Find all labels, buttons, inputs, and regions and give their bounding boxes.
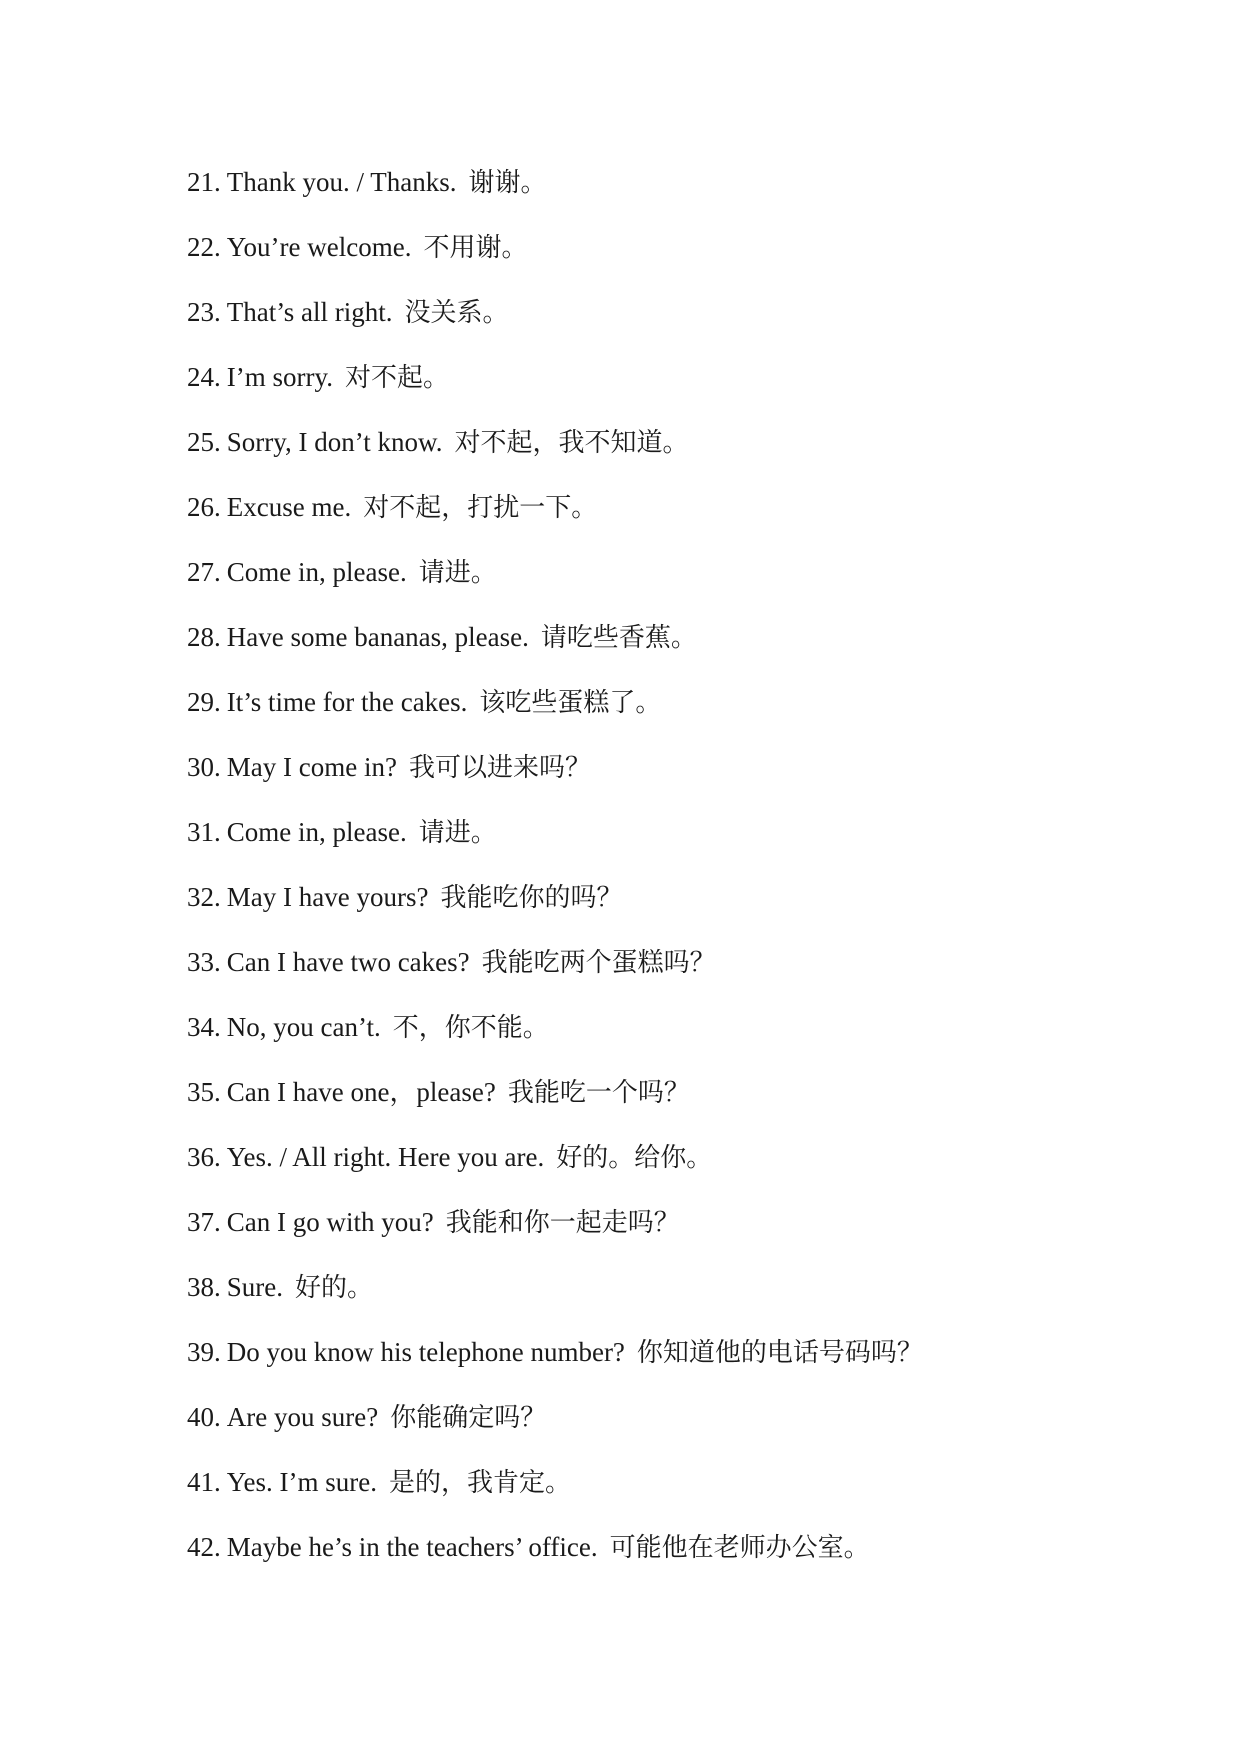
phrase-english: Can I have one，please?	[226, 1077, 496, 1107]
phrase-chinese: 没关系。	[404, 298, 509, 328]
phrase-number: 39.	[187, 1337, 221, 1367]
phrase-number: 31.	[187, 817, 221, 847]
phrase-english: You’re welcome.	[226, 232, 412, 262]
phrase-chinese: 谢谢。	[468, 168, 547, 198]
phrase-english: Can I have two cakes?	[226, 947, 470, 977]
phrase-english: Thank you. / Thanks.	[226, 167, 457, 197]
phrase-number: 40.	[187, 1402, 221, 1432]
phrase-list	[187, 158, 923, 1588]
phrase-line	[187, 743, 923, 808]
phrase-line	[187, 1003, 923, 1068]
phrase-english: No, you can’t.	[226, 1012, 381, 1042]
phrase-line	[187, 873, 923, 938]
phrase-number: 21.	[187, 167, 221, 197]
phrase-line	[187, 613, 923, 678]
phrase-english: Sorry, I don’t know.	[226, 427, 443, 457]
phrase-line	[187, 1393, 923, 1458]
phrase-number: 28.	[187, 622, 221, 652]
phrase-number: 34.	[187, 1012, 221, 1042]
phrase-line	[187, 808, 923, 873]
phrase-line	[187, 418, 923, 483]
phrase-english: I’m sorry.	[226, 362, 333, 392]
phrase-line	[187, 483, 923, 548]
phrase-chinese: 是的，我肯定。	[389, 1468, 572, 1498]
phrase-line	[187, 678, 923, 743]
phrase-line	[187, 353, 923, 418]
phrase-english: Come in, please.	[226, 817, 407, 847]
phrase-line	[187, 223, 923, 288]
phrase-line	[187, 1068, 923, 1133]
phrase-line	[187, 1263, 923, 1328]
phrase-number: 29.	[187, 687, 221, 717]
phrase-number: 32.	[187, 882, 221, 912]
phrase-number: 36.	[187, 1142, 221, 1172]
phrase-number: 25.	[187, 427, 221, 457]
phrase-line	[187, 1523, 923, 1588]
phrase-number: 37.	[187, 1207, 221, 1237]
phrase-english: Are you sure?	[226, 1402, 379, 1432]
phrase-english: May I have yours?	[226, 882, 429, 912]
phrase-english: It’s time for the cakes.	[226, 687, 468, 717]
phrase-chinese: 你能确定吗？	[390, 1403, 547, 1433]
phrase-chinese: 请吃些香蕉。	[540, 623, 697, 653]
phrase-chinese: 不，你不能。	[392, 1013, 549, 1043]
phrase-chinese: 请进。	[418, 558, 497, 588]
phrase-english: Maybe he’s in the teachers’ office.	[226, 1532, 598, 1562]
phrase-line	[187, 1328, 923, 1393]
phrase-number: 22.	[187, 232, 221, 262]
phrase-chinese: 我能吃你的吗？	[440, 883, 623, 913]
phrase-chinese: 好的。给你。	[556, 1143, 713, 1173]
phrase-number: 42.	[187, 1532, 221, 1562]
phrase-number: 30.	[187, 752, 221, 782]
phrase-number: 24.	[187, 362, 221, 392]
phrase-line	[187, 938, 923, 1003]
phrase-english: Yes. / All right. Here you are.	[226, 1142, 545, 1172]
phrase-english: Have some bananas, please.	[226, 622, 529, 652]
phrase-line	[187, 548, 923, 613]
phrase-english: Yes. I’m sure.	[226, 1467, 378, 1497]
phrase-line	[187, 158, 923, 223]
phrase-english: May I come in?	[226, 752, 397, 782]
phrase-chinese: 对不起，我不知道。	[454, 428, 689, 458]
phrase-chinese: 我能吃一个吗？	[507, 1078, 690, 1108]
phrase-number: 38.	[187, 1272, 221, 1302]
phrase-chinese: 请进。	[418, 818, 497, 848]
phrase-chinese: 我能吃两个蛋糕吗？	[481, 948, 716, 978]
phrase-english: Come in, please.	[226, 557, 407, 587]
phrase-english: Do you know his telephone number?	[226, 1337, 625, 1367]
phrase-line	[187, 288, 923, 353]
phrase-english: Sure.	[226, 1272, 283, 1302]
phrase-english: That’s all right.	[226, 297, 393, 327]
phrase-number: 41.	[187, 1467, 221, 1497]
phrase-english: Can I go with you?	[226, 1207, 434, 1237]
phrase-line	[187, 1458, 923, 1523]
phrase-chinese: 我可以进来吗？	[408, 753, 591, 783]
phrase-chinese: 不用谢。	[423, 233, 528, 263]
phrase-chinese: 我能和你一起走吗？	[445, 1208, 680, 1238]
phrase-number: 33.	[187, 947, 221, 977]
phrase-chinese: 可能他在老师办公室。	[609, 1533, 870, 1563]
phrase-number: 35.	[187, 1077, 221, 1107]
phrase-number: 26.	[187, 492, 221, 522]
phrase-chinese: 对不起，打扰一下。	[363, 493, 598, 523]
phrase-chinese: 你知道他的电话号码吗？	[636, 1338, 923, 1368]
phrase-line	[187, 1198, 923, 1263]
phrase-number: 23.	[187, 297, 221, 327]
phrase-chinese: 对不起。	[344, 363, 449, 393]
phrase-chinese: 该吃些蛋糕了。	[479, 688, 662, 718]
phrase-chinese: 好的。	[295, 1273, 374, 1303]
phrase-number: 27.	[187, 557, 221, 587]
phrase-english: Excuse me.	[226, 492, 352, 522]
phrase-line	[187, 1133, 923, 1198]
